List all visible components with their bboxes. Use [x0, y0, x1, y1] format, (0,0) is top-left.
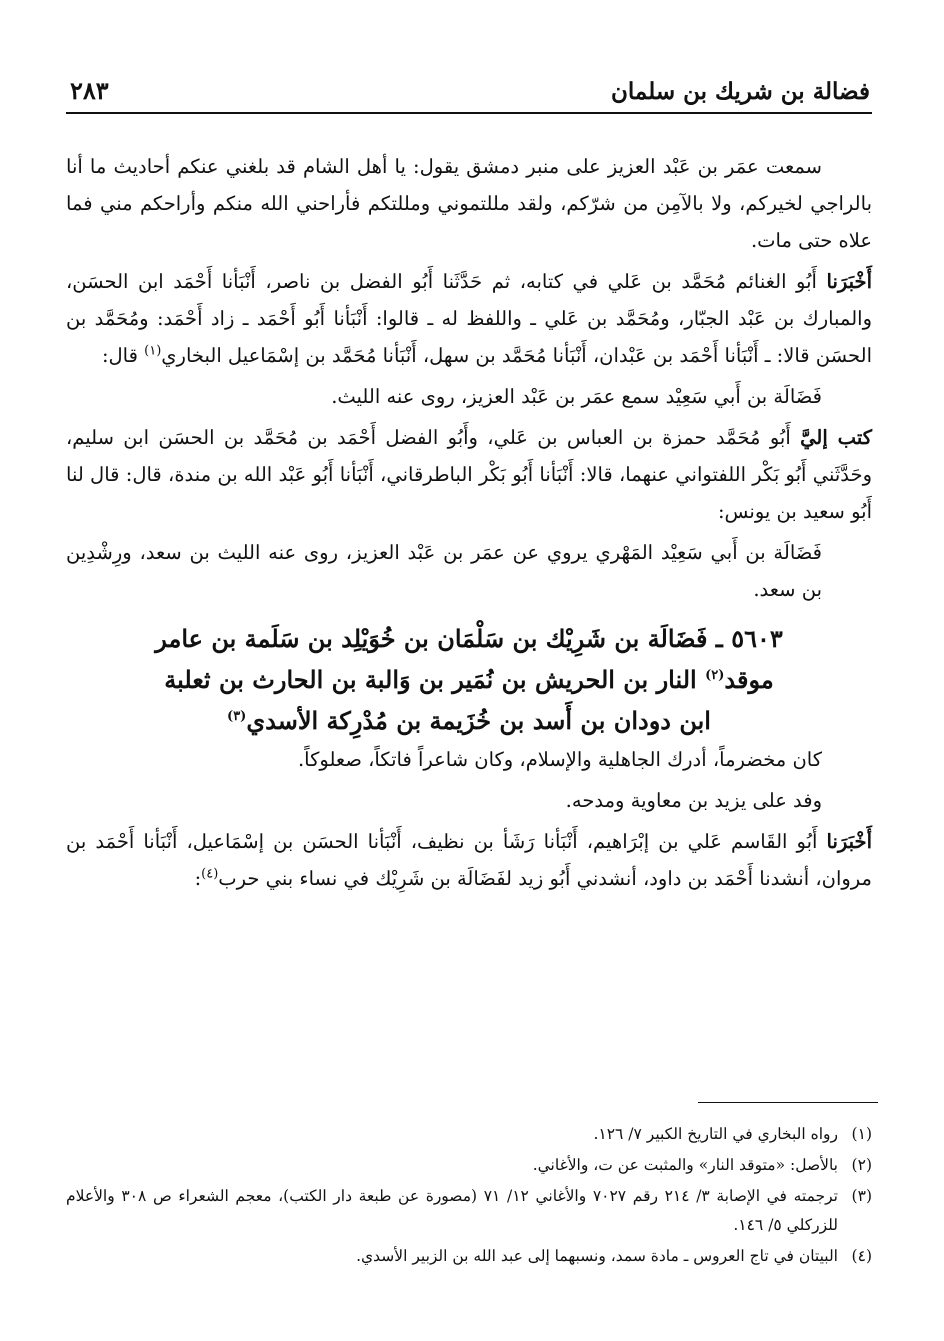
paragraph-2 — [66, 263, 872, 374]
page-header — [66, 72, 872, 114]
paragraph-8-end: : — [194, 867, 202, 890]
paragraph-4-text: أَبُو مُحَمَّد حمزة بن العباس بن عَلي، وأَبُو الفضل أَحْمَد بن مُحَمَّد بن الحسَن ابن سليم، وحَدَّثَني أَبُو بَكْر اللفتواني عنهما، قالا: أَنْبَأنا أَبُو بَكْر الباطرقاني، أَنْبَأنا أَبُو عَبْد الله بن مندة، قال: قال لنا أَبُو سعيد بن يونس: — [66, 426, 872, 523]
paragraph-2-text: أَبُو الغنائم مُحَمَّد بن عَلي في كتابه، ثم حَدَّثَنا أَبُو الفضل بن ناصر، أَنْبَأنا أَحْمَد ابن الحسَن، والمبارك بن عَبْد الجبّار، ومُحَمَّد بن عَلي ـ واللفظ له ـ قالوا: أَنْبَأنا أَبُو أَحْمَد ـ زاد أَحْمَد: ومُحَمَّد بن الحسَن قالا: ـ أَنْبَأنا أَحْمَد بن عَبْدان، أَنْبَأنا مُحَمَّد بن سهل، أَنْبَأنا مُحَمَّد بن إسْمَاعيل البخاري — [66, 270, 872, 367]
paragraph-4-keyword: كتب إليَّ — [800, 426, 872, 449]
footnote-1 — [66, 1120, 872, 1149]
footnote-2 — [66, 1151, 872, 1180]
footnotes — [66, 1120, 872, 1273]
footnote-text: بالأصل: «متوقد النار» والمثبت عن ت، والأغاني. — [532, 1156, 838, 1174]
paragraph-1: سمعت عمَر بن عَبْد العزيز على منبر دمشق يقول: يا أهل الشام قد بلغني عنكم أحاديث ما أنا بالراجي لخيركم، ولا بالآمِن من شرّكم، ولقد مللتموني ومللتكم فأراحني الله منكم وأراحكم مني فما علاه حتى مات. — [66, 155, 872, 252]
footnote-text: ترجمته في الإصابة ٣/ ٢١٤ رقم ٧٠٢٧ والأغاني ١٢/ ٧١ (مصورة عن طبعة دار الكتب)، معجم الشعراء ص ٣٠٨ والأعلام للزركلي ٥/ ١٤٦. — [66, 1187, 838, 1234]
paragraph-8-keyword: أَخْبَرَنا — [826, 830, 872, 853]
footnote-3 — [66, 1182, 872, 1240]
footnote-4 — [66, 1242, 872, 1271]
paragraph-4 — [66, 419, 872, 530]
entry-heading-line-3a: ابن دودان بن أَسد بن خُزَيمة بن مُدْرِكة الأسدي — [246, 706, 711, 735]
paragraph-2-keyword: أَخْبَرَنا — [826, 270, 872, 293]
footnote-text: البيتان في تاج العروس ـ مادة سمد، ونسبهما إلى عبد الله بن الزبير الأسدي. — [356, 1247, 838, 1265]
entry-heading — [66, 618, 872, 741]
main-text — [66, 148, 872, 901]
paragraph-8-text: أَبُو القَاسم عَلي بن إبْرَاهيم، أَنْبَأنا رَشَأ بن نظيف، أَنْبَأنا الحسَن بن إسْمَاعيل، أَنْبَأنا أَحْمَد بن مروان، أنشدنا أَحْمَد بن داود، أنشدني أَبُو زيد لفَضَالَة بن شَرِيْك في نساء بني حرب — [66, 830, 872, 890]
footnote-ref-2[interactable]: (٢) — [705, 668, 725, 683]
running-title: فضالة بن شريك بن سلمان — [611, 78, 870, 105]
footnote-divider — [698, 1102, 878, 1103]
footnote-ref-4[interactable]: (٤) — [201, 866, 219, 882]
paragraph-7: وفد على يزيد بن معاوية ومدحه. — [565, 789, 822, 812]
footnote-number: (٣) — [851, 1187, 872, 1205]
entry-heading-line-2b: النار بن الحريش بن نُمَير بن وَالبة بن الحارث بن ثعلبة — [164, 665, 706, 694]
footnote-number: (٤) — [851, 1247, 872, 1265]
page-number: ٢٨٣ — [70, 76, 109, 105]
paragraph-8 — [66, 823, 872, 897]
entry-heading-line-2a: موقد — [724, 665, 774, 694]
paragraph-5: فَضَالَة بن أَبي سَعِيْد المَهْري يروي عن عمَر بن عَبْد العزيز، روى عنه الليث بن سعد، ورِشْدِين بن سعد. — [66, 541, 822, 601]
footnote-ref-3[interactable]: (٣) — [227, 709, 247, 724]
footnote-number: (١) — [851, 1125, 872, 1143]
paragraph-2-end: قال: — [101, 344, 145, 367]
paragraph-6: كان مخضرماً، أدرك الجاهلية والإسلام، وكان شاعراً فاتكاً، صعلوكاً. — [297, 748, 822, 771]
entry-heading-line-3 — [66, 700, 872, 741]
footnote-ref-1[interactable]: (١) — [144, 343, 162, 359]
entry-heading-line-2 — [66, 659, 872, 700]
paragraph-3: فَضَالَة بن أَبي سَعِيْد سمع عمَر بن عَبْد العزيز، روى عنه الليث. — [331, 385, 822, 408]
footnote-text: رواه البخاري في التاريخ الكبير ٧/ ١٢٦. — [593, 1125, 838, 1143]
entry-heading-line-1: ٥٦٠٣ ـ فَضَالَة بن شَرِيْك بن سَلْمَان بن خُوَيْلِد بن سَلَمة بن عامر — [155, 624, 783, 653]
footnote-number: (٢) — [851, 1156, 872, 1174]
